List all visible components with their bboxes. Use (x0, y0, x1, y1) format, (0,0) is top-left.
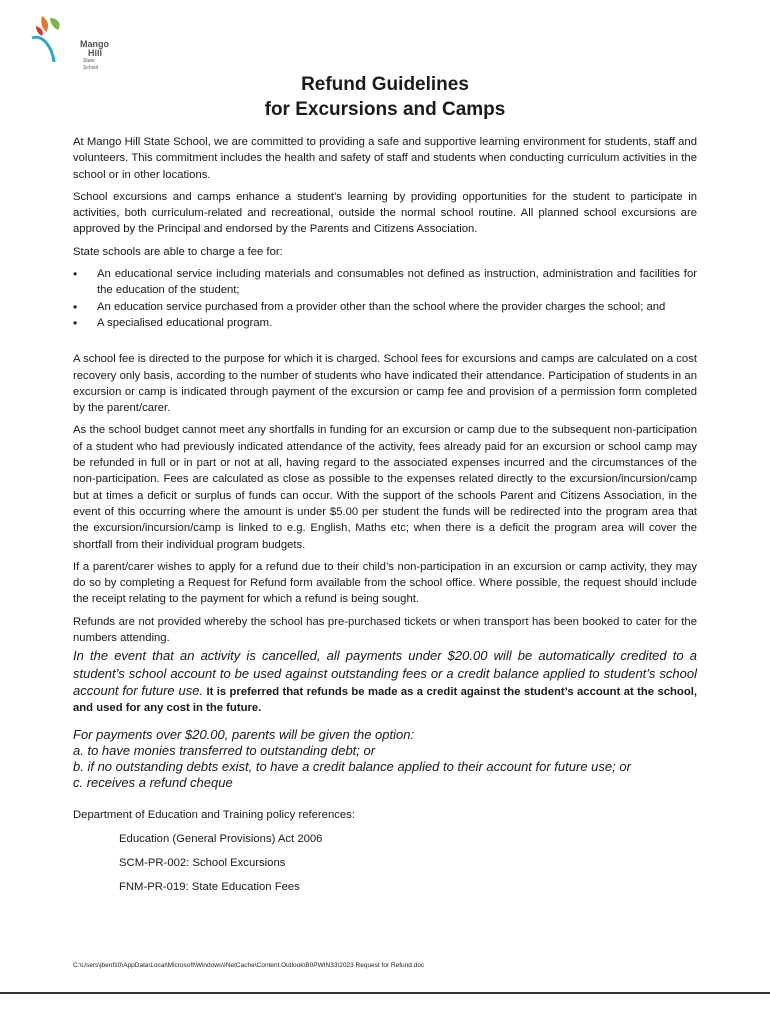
fees-intro-paragraph: State schools are able to charge a fee for: (73, 245, 283, 258)
cancelled-italic-text: In the event that an activity is cancelled, all payments under $20.00 will be automatically credited to a student’s school account to be used against outstanding fees or a credit balance applied to student’s school account for future use. (73, 648, 697, 698)
policy-reference: FNM-PR-019: State Education Fees (119, 880, 300, 893)
school-logo (28, 12, 109, 71)
file-path-footer: C:\Users\jbenf10\AppData\Local\Microsoft\Windows\INetCache\Content.Outlook\B0PWIN33\2023 Request for Refund.doc (73, 962, 425, 969)
logo-name-line2: Hill (88, 48, 103, 58)
logo-text (80, 40, 109, 72)
list-item: • An education service purchased from a provider other than the school where the provider charges the school; and (73, 299, 697, 315)
excursions-paragraph: School excursions and camps enhance a student’s learning by providing opportunities for the student to participate in activities, both curriculum-related and recreational, outside the normal school routine. All planned school excursions are approved by the Principal and endorsed by the Parents and Citizens Association. (73, 190, 697, 236)
options-heading: For payments over $20.00, parents will be given the option: (73, 726, 415, 742)
list-item: • A specialised educational program. (73, 315, 697, 331)
option-c: c. receives a refund cheque (73, 774, 233, 790)
page-bottom-divider (0, 992, 770, 994)
logo-name-line3: State School (83, 58, 99, 71)
budget-paragraph: As the school budget cannot meet any shortfalls in funding for an excursion or camp due to the subsequent non-participation of a student who had previously indicated attendance of the activity, fees already paid for an excursion or school camp may be refunded in full or in part or not at all, having regard to the associated expenses incurred and the circumstances of the non-participation. Fees are calculated as close as possible to the expenses related directly to the excursion/incursion/camp but at times a deficit or surplus of funds can occur. With the support of the schools Parent and Citizens Association, in the event of this occurring where the amount is under $5.00 per student the funds will be redirected into the program area that the excursion/incursion/camp is linked to e.g. English, Maths etc; when there is a deficit the program area will cover the shortfall from their individual program budgets. (73, 424, 697, 551)
option-b: b. if no outstanding debts exist, to have a credit balance applied to their account for future use; or (73, 758, 631, 774)
fees-list (73, 266, 697, 331)
document-body (73, 134, 697, 895)
page-title (0, 72, 770, 122)
cancelled-bold-text: It is preferred that refunds be made as a credit against the student’s account at the school, and used for any cost in the future. (73, 685, 697, 715)
logo-name-line1: Mango (80, 39, 109, 49)
no-refund-paragraph: Refunds are not provided whereby the school has pre-purchased tickets or when transport has been booked to cater for the numbers attending. (73, 615, 697, 645)
school-fee-paragraph: A school fee is directed to the purpose for which it is charged. School fees for excursions and camps are calculated on a cost recovery only basis, according to the number of students who have indicated their attendance. Participation of students in an excursion or camp is indicated through payment of the excursion or camp fee and provision of a permission form completed by the parent/carer. (73, 353, 697, 415)
intro-paragraph: At Mango Hill State School, we are committed to providing a safe and supportive learning environment for students, staff and volunteers. This commitment includes the health and safety of staff and students when conducting curriculum activities in the school or in other locations. (73, 136, 697, 181)
policy-reference: SCM-PR-002: School Excursions (119, 856, 286, 869)
policy-reference: Education (General Provisions) Act 2006 (119, 832, 323, 845)
list-item: • An educational service including materials and consumables not defined as instruction, administration and facilities for the education of the student; (73, 266, 697, 299)
apply-refund-paragraph: If a parent/carer wishes to apply for a refund due to their child’s non-participation in an excursion or camp activity, they may do so by completing a Request for Refund form available from the school office. Where possible, the request should include the receipt relating to the payment for which a refund is being sought. (73, 560, 697, 606)
options-block (73, 727, 697, 791)
title-line1: Refund Guidelines (301, 74, 469, 95)
option-a: a. to have monies transferred to outstanding debt; or (73, 742, 376, 758)
title-line2: for Excursions and Camps (264, 99, 506, 120)
cancelled-paragraph (73, 648, 697, 716)
policy-references-heading: Department of Education and Training policy references: (73, 808, 355, 821)
